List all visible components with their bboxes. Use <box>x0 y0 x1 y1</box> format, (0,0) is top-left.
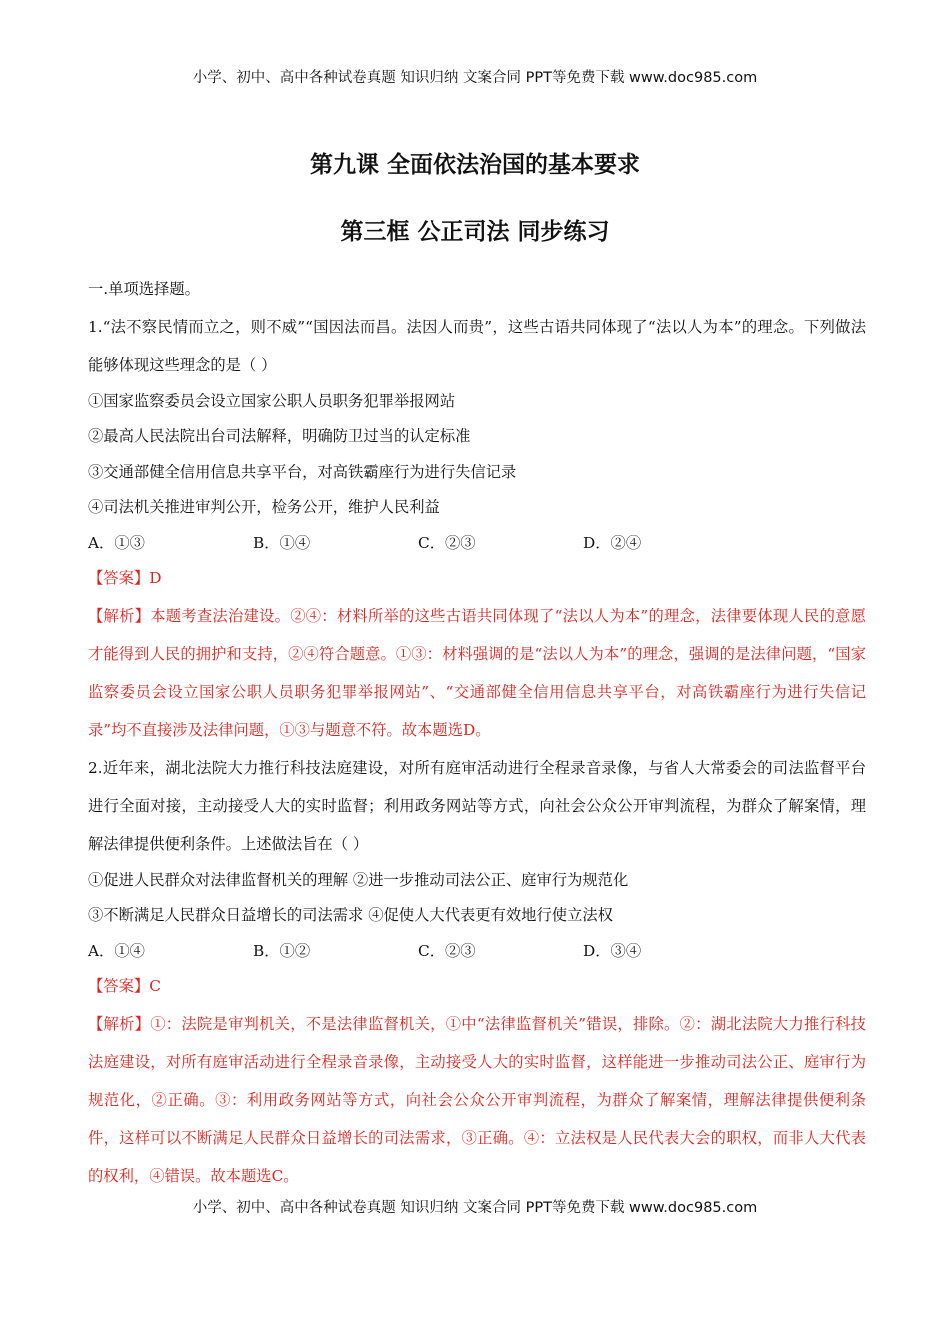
q2-options <box>88 934 866 970</box>
q2-option-d: D．③④ <box>583 941 642 960</box>
page-footer: 小学、初中、高中各种试卷真题 知识归纳 文案合同 PPT等免费下载 www.doc985.com <box>192 1200 758 1216</box>
answer-tag: 【答案】 <box>88 569 150 587</box>
q1-item: ①国家监察委员会设立国家公职人员职务犯罪举报网站 <box>88 391 456 410</box>
q1-stem: 1.“法不察民情而立之，则不威”“国因法而昌。法因人而贵”，这些古语共同体现了“法以人为本”的理念。下列做法能够体现这些理念的是（ ） <box>88 317 866 374</box>
q1-option-c: C．②③ <box>418 533 476 552</box>
q1-item: ②最高人民法院出台司法解释，明确防卫过当的认定标准 <box>88 427 471 445</box>
q1-option-d: D．②④ <box>583 533 642 552</box>
analysis-text: 本题考查法治建设。②④：材料所举的这些古语共同体现了“法以人为本”的理念，法律要体现人民的意愿才能得到人民的拥护和支持，②④符合题意。①③：材料强调的是“法以人为本”的理念，强调的是法律问题，“国家监察委员会设立国家公职人员职务犯罪举报网站”、“交通部健全信用信息共享平台，对高铁霸座行为进行失信记录”均不直接涉及法律问题，①③与题意不符。故本题选D。 <box>88 606 866 739</box>
q2-option-a: A．①④ <box>88 941 145 960</box>
q2-option-c: C．②③ <box>418 941 476 960</box>
lesson-title: 第九课 全面依法治国的基本要求 <box>309 152 640 178</box>
analysis-tag: 【解析】 <box>88 606 151 625</box>
answer-value: C <box>149 977 161 995</box>
q1-option-a: A．①③ <box>88 533 145 552</box>
q2-item: ③不断满足人民群众日益增长的司法需求 ④促使人大代表更有效地行使立法权 <box>88 906 613 924</box>
q2-answer <box>88 969 866 1005</box>
q1-analysis <box>88 597 866 749</box>
analysis-text: ①：法院是审判机关，不是法律监督机关，①中“法律监督机关”错误，排除。②：湖北法院大力推行科技法庭建设，对所有庭审活动进行全程录音录像，主动接受人大的实时监督，这样能进一步推动司法公正、庭审行为规范化，②正确。③：利用政务网站等方式，向社会公众公开审判流程，为群众了解案情，理解法律提供便利条件，这样可以不断满足人民群众日益增长的司法需求，③正确。④：立法权是人民代表大会的职权，而非人大代表的权利，④错误。故本题选C。 <box>88 1014 866 1185</box>
q1-item: ③交通部健全信用信息共享平台，对高铁霸座行为进行失信记录 <box>88 462 517 481</box>
q1-option-b: B．①④ <box>253 533 311 552</box>
section-heading: 一.单项选择题。 <box>88 280 200 298</box>
exercise-content <box>88 272 866 1195</box>
q2-option-b: B．①② <box>253 941 311 960</box>
section-title: 第三框 公正司法 同步练习 <box>340 219 610 245</box>
answer-value: D <box>149 569 162 587</box>
q2-analysis <box>88 1005 866 1195</box>
q1-answer <box>88 561 866 597</box>
q2-stem: 2.近年来，湖北法院大力推行科技法庭建设，对所有庭审活动进行全程录音录像，与省人大常委会的司法监督平台进行全面对接，主动接受人大的实时监督；利用政务网站等方式，向社会公众公开审判流程，为群众了解案情，理解法律提供便利条件。上述做法旨在（ ） <box>88 758 866 853</box>
q1-options <box>88 526 866 562</box>
page-header: 小学、初中、高中各种试卷真题 知识归纳 文案合同 PPT等免费下载 www.doc985.com <box>192 70 758 86</box>
q1-item: ④司法机关推进审判公开，检务公开，维护人民利益 <box>88 498 440 516</box>
q2-item: ①促进人民群众对法律监督机关的理解 ②进一步推动司法公正、庭审行为规范化 <box>88 870 629 889</box>
analysis-tag: 【解析】 <box>88 1014 151 1033</box>
answer-tag: 【答案】 <box>88 977 150 995</box>
